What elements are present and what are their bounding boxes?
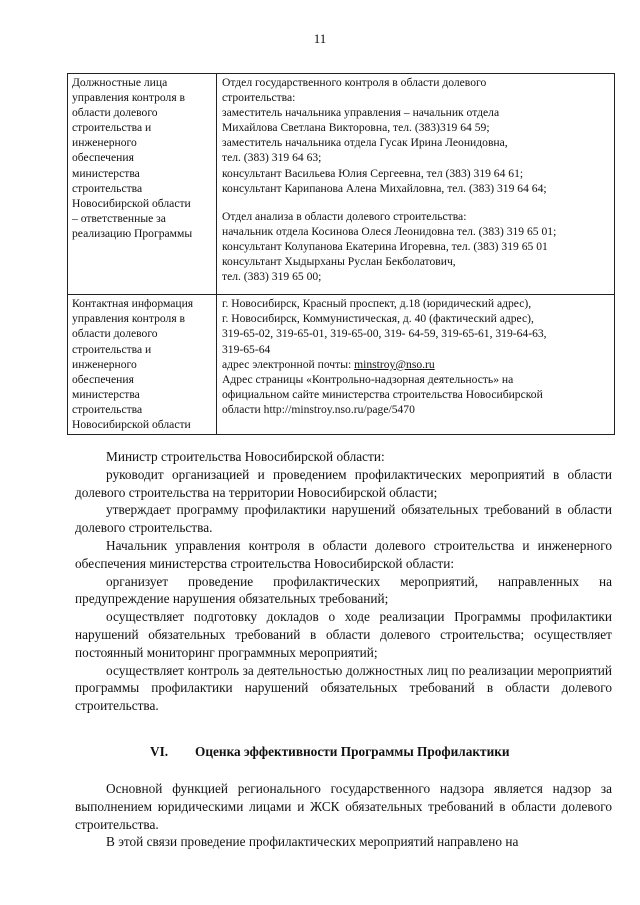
paragraph: осуществляет подготовку докладов о ходе реализации Программы профилактики нарушений обязательных требований в области долевого строительства; осуществляет постоянный мониторинг программных мероприятий; xyxy=(75,609,612,660)
paragraph: утверждает программу профилактики нарушений обязательных требований в области долевого строительства. xyxy=(75,502,612,536)
phone-line: 319-65-02, 319-65-01, 319-65-00, 319- 64-59, 319-65-61, 319-64-63, xyxy=(222,327,547,341)
paragraph: организует проведение профилактических мероприятий, направленных на предупреждение нарушения обязательных требований; xyxy=(75,573,612,607)
responsibilities-text xyxy=(75,448,612,715)
row-label-cell xyxy=(68,295,217,435)
contact-line: консультант Хыдырханы Руслан Бекболатович, xyxy=(222,255,456,269)
email-label: адрес электронной почты: xyxy=(222,357,355,371)
address-line: г. Новосибирск, Красный проспект, д.18 (юридический адрес), xyxy=(222,297,532,311)
site-line: Адрес страницы «Контрольно-надзорная деятельность» на xyxy=(222,372,514,386)
paragraph: Министр строительства Новосибирской области: xyxy=(106,449,385,464)
site-line: области http://minstroy.nso.ru/page/5470 xyxy=(222,402,415,416)
contact-line: заместитель начальника отдела Гусак Ирина Леонидовна, xyxy=(222,136,508,150)
page-number: 11 xyxy=(313,31,327,46)
row-label-line: строительства и xyxy=(72,121,152,135)
contact-line: консультант Карипанова Алена Михайловна, тел. (383) 319 64 64; xyxy=(222,181,547,195)
paragraph: осуществляет контроль за деятельностью должностных лиц по реализации мероприятий программы профилактики нарушений обязательных требований в области долевого строительства. xyxy=(75,662,612,714)
row-label-line: управления контроля в xyxy=(72,91,186,105)
paragraph: Основной функцией регионального государственного надзора является надзор за выполнением юридическими лицами и ЖСК обязательных требований в области долевого строительства. xyxy=(75,781,612,832)
address-line: г. Новосибирск, Коммунистическая, д. 40 (фактический адрес), xyxy=(222,312,534,326)
row-label-line: обеспечения xyxy=(72,372,134,386)
row-label-line: строительства xyxy=(72,181,143,195)
section-title: Оценка эффективности Программы Профилактики xyxy=(195,744,510,759)
site-line: официальном сайте министерства строительства Новосибирской xyxy=(222,387,543,401)
row-label-line: области долевого xyxy=(72,106,158,120)
row-label-line: строительства и xyxy=(72,342,152,356)
row-content-cell xyxy=(217,295,615,435)
paragraph: руководит организацией и проведением профилактических мероприятий в области долевого строительства на территории Новосибирской области; xyxy=(75,466,612,500)
row-label-line: обеспечения xyxy=(72,151,134,165)
contact-line: строительства: xyxy=(222,91,296,105)
row-label-line: инженерного xyxy=(72,136,137,150)
row-label-line: Контактная информация xyxy=(72,297,194,311)
row-label-line: управления контроля в xyxy=(72,312,186,326)
row-label-line: инженерного xyxy=(72,357,137,371)
row-label-line: реализацию Программы xyxy=(72,226,193,240)
row-content-cell xyxy=(217,74,615,295)
paragraph: Начальник управления контроля в области долевого строительства и инженерного обеспечения министерства строительства Новосибирской области: xyxy=(75,537,612,571)
contact-line: Отдел анализа в области долевого строительства: xyxy=(222,209,467,223)
contact-line: консультант Васильева Юлия Сергеевна, тел (383) 319 64 61; xyxy=(222,166,524,180)
contact-line: тел. (383) 319 65 00; xyxy=(222,270,322,284)
evaluation-text xyxy=(75,780,612,851)
contact-line: заместитель начальника управления – начальник отдела xyxy=(222,106,500,120)
contact-line: консультант Колупанова Екатерина Игоревна, тел. (383) 319 65 01 xyxy=(222,239,548,253)
contact-line: тел. (383) 319 64 63; xyxy=(222,151,322,165)
table-row xyxy=(68,295,615,435)
row-label-line: министерства xyxy=(72,387,140,401)
contact-line: начальник отдела Косинова Олеся Леонидовна тел. (383) 319 65 01; xyxy=(222,224,557,238)
table-row xyxy=(68,74,615,295)
row-label-cell xyxy=(68,74,217,295)
row-label-line: строительства xyxy=(72,402,143,416)
contact-line: Отдел государственного контроля в области долевого xyxy=(222,76,487,89)
row-label-line: Новосибирской области xyxy=(72,417,191,431)
row-label-line: области долевого xyxy=(72,327,158,341)
contact-line: Михайлова Светлана Викторовна, тел. (383)319 64 59; xyxy=(222,121,490,135)
email-link[interactable]: minstroy@nso.ru xyxy=(354,357,435,371)
row-label-line: Должностные лица xyxy=(72,76,168,89)
row-label-line: министерства xyxy=(72,166,140,180)
email-line xyxy=(222,357,611,372)
row-label-line: Новосибирской области xyxy=(72,196,191,210)
phone-line: 319-65-64 xyxy=(222,342,271,356)
responsibility-table xyxy=(67,73,615,435)
paragraph: В этой связи проведение профилактических мероприятий направлено на xyxy=(106,834,519,850)
section-heading xyxy=(150,744,510,760)
section-number: VI. xyxy=(150,744,169,759)
row-label-line: – ответственные за xyxy=(72,211,166,225)
